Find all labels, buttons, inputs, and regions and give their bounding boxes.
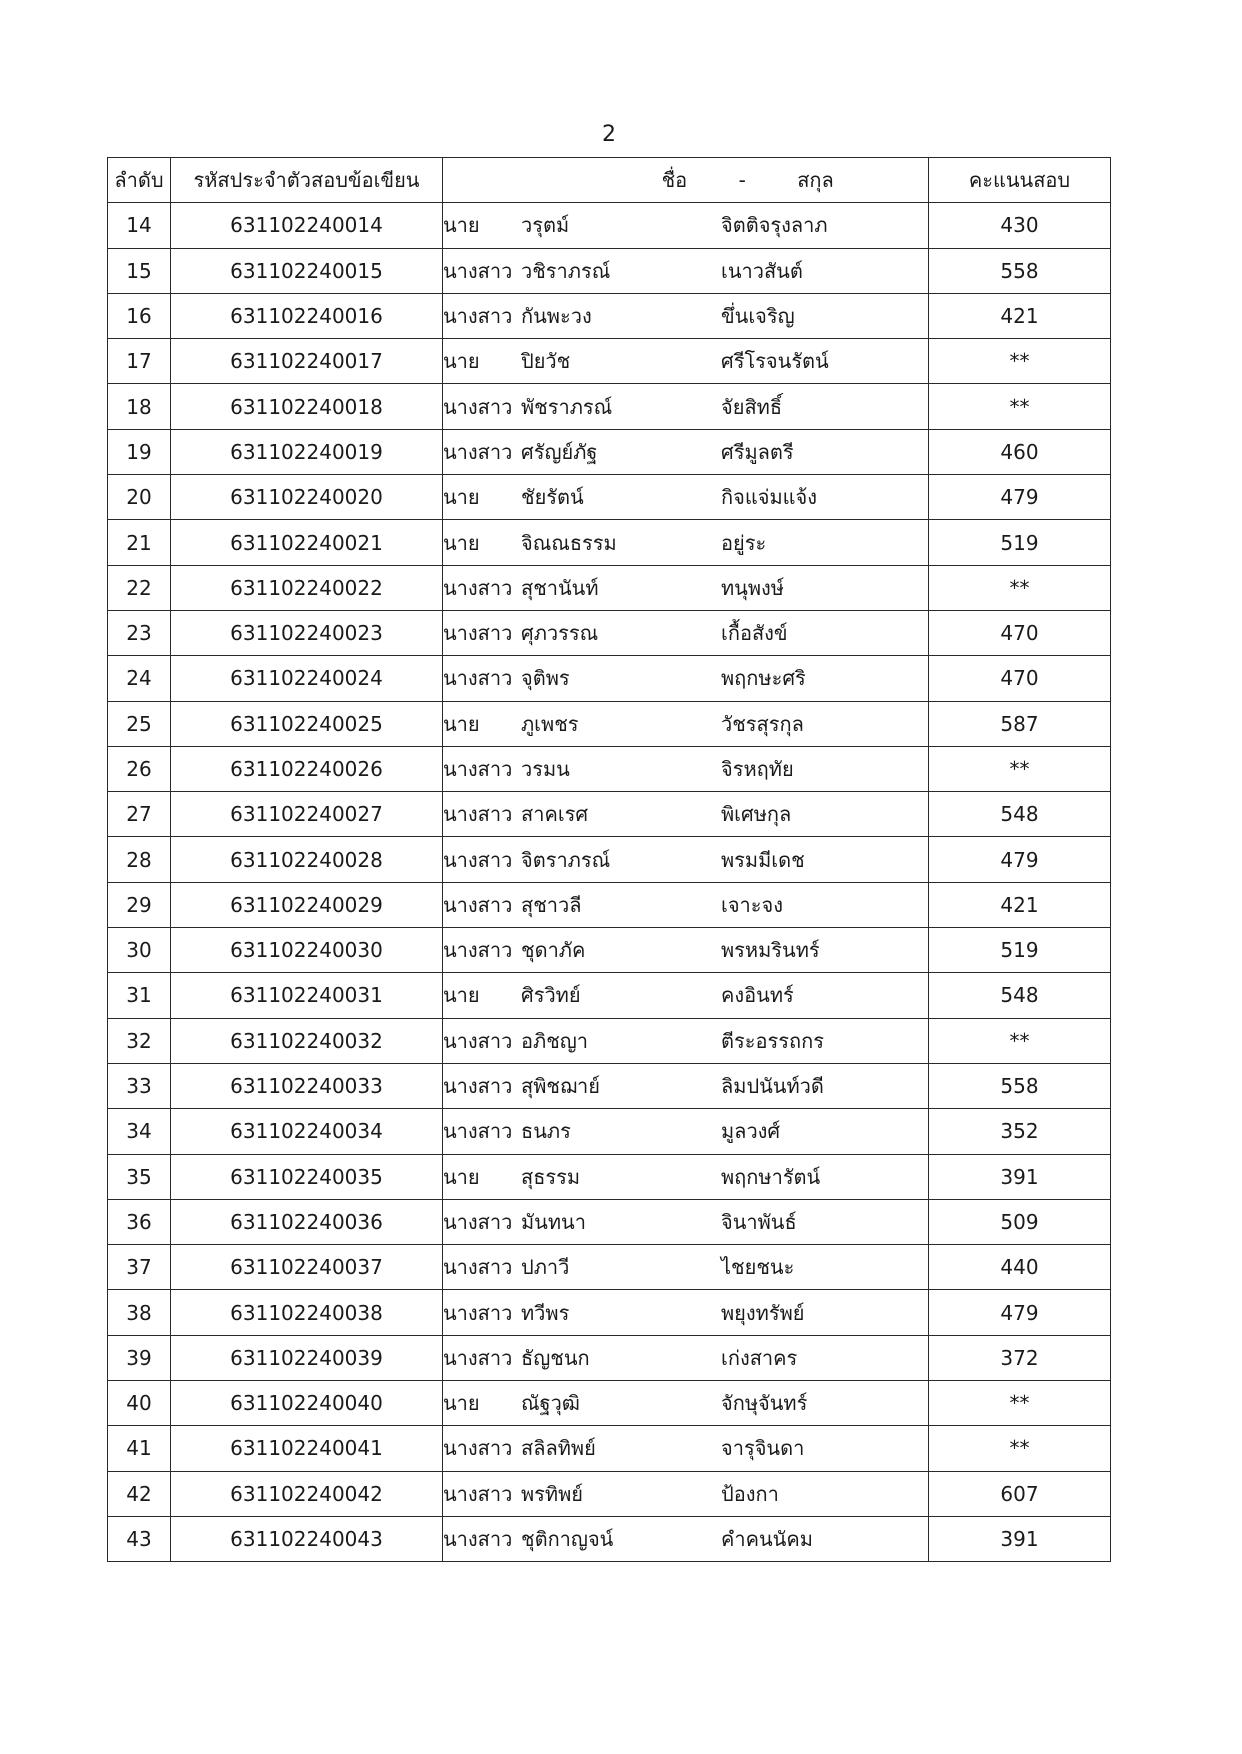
row-name bbox=[443, 1381, 929, 1426]
row-exam-code: 631102240029 bbox=[171, 882, 443, 927]
header-index: ลำดับ bbox=[108, 158, 171, 203]
row-exam-code: 631102240030 bbox=[171, 928, 443, 973]
row-first-name: วรมน bbox=[521, 757, 570, 781]
row-title: นางสาว bbox=[443, 575, 513, 600]
row-name bbox=[443, 475, 929, 520]
row-score: 372 bbox=[929, 1335, 1111, 1380]
table-row bbox=[108, 882, 1111, 927]
row-title: นางสาว bbox=[443, 1255, 513, 1280]
row-name bbox=[443, 656, 929, 701]
table-row bbox=[108, 973, 1111, 1018]
row-last-name: พรหมรินทร์ bbox=[721, 938, 820, 963]
row-last-name: จารุจินดา bbox=[721, 1436, 805, 1461]
row-first-name: ทวีพร bbox=[521, 1300, 570, 1325]
row-score: ** bbox=[929, 1381, 1111, 1426]
row-exam-code: 631102240017 bbox=[171, 339, 443, 384]
row-name bbox=[443, 1199, 929, 1244]
row-last-name: ขึ่นเจริญ bbox=[721, 304, 795, 329]
row-title: นาย bbox=[443, 485, 480, 510]
table-row bbox=[108, 1154, 1111, 1199]
row-first-name: วรุตม์ bbox=[521, 213, 570, 238]
table-row bbox=[108, 1018, 1111, 1063]
row-exam-code: 631102240039 bbox=[171, 1335, 443, 1380]
row-name bbox=[443, 1018, 929, 1063]
row-index: 20 bbox=[108, 475, 171, 520]
table-row bbox=[108, 928, 1111, 973]
row-first-name: ศุภวรรณ bbox=[521, 621, 599, 646]
row-first-name: ปิยวัช bbox=[521, 349, 571, 374]
row-index: 14 bbox=[108, 203, 171, 248]
table-row bbox=[108, 293, 1111, 338]
row-exam-code: 631102240025 bbox=[171, 701, 443, 746]
row-last-name: เจาะจง bbox=[721, 892, 784, 917]
row-index: 41 bbox=[108, 1426, 171, 1471]
row-name bbox=[443, 565, 929, 610]
table-row bbox=[108, 746, 1111, 791]
row-score: 391 bbox=[929, 1516, 1111, 1561]
row-title: นาย bbox=[443, 711, 480, 736]
table-row bbox=[108, 565, 1111, 610]
row-first-name: สุชาวลี bbox=[521, 892, 582, 917]
row-index: 29 bbox=[108, 882, 171, 927]
table-row bbox=[108, 384, 1111, 429]
table-row bbox=[108, 1471, 1111, 1516]
table-row bbox=[108, 429, 1111, 474]
row-last-name: ทนุพงษ์ bbox=[721, 575, 784, 600]
row-index: 39 bbox=[108, 1335, 171, 1380]
table-row bbox=[108, 1109, 1111, 1154]
row-exam-code: 631102240031 bbox=[171, 973, 443, 1018]
table-row bbox=[108, 1381, 1111, 1426]
row-title: นางสาว bbox=[443, 1481, 513, 1506]
row-exam-code: 631102240015 bbox=[171, 248, 443, 293]
row-name bbox=[443, 520, 929, 565]
row-first-name: ชัยรัตน์ bbox=[521, 485, 584, 510]
row-title: นางสาว bbox=[443, 1028, 513, 1053]
page-number: 2 bbox=[602, 122, 616, 147]
row-index: 17 bbox=[108, 339, 171, 384]
row-score: 352 bbox=[929, 1109, 1111, 1154]
header-score: คะแนนสอบ bbox=[929, 158, 1111, 203]
row-last-name: จิตติจรุงลาภ bbox=[721, 213, 828, 238]
row-index: 27 bbox=[108, 792, 171, 837]
row-first-name: จิณณธรรม bbox=[521, 530, 617, 555]
row-first-name: ชุดาภัค bbox=[521, 938, 586, 963]
row-title: นาย bbox=[443, 1164, 480, 1189]
row-exam-code: 631102240037 bbox=[171, 1245, 443, 1290]
row-title: นางสาว bbox=[443, 621, 513, 646]
row-last-name: วัชรสุรกุล bbox=[721, 711, 804, 736]
row-name bbox=[443, 203, 929, 248]
row-first-name: สุชานันท์ bbox=[521, 575, 599, 600]
table-header-row bbox=[108, 158, 1111, 203]
row-last-name: กิจแจ่มแจ้ง bbox=[721, 485, 817, 510]
row-exam-code: 631102240018 bbox=[171, 384, 443, 429]
row-score: 479 bbox=[929, 475, 1111, 520]
row-title: นาย bbox=[443, 213, 480, 238]
row-score: 391 bbox=[929, 1154, 1111, 1199]
row-index: 22 bbox=[108, 565, 171, 610]
row-index: 30 bbox=[108, 928, 171, 973]
row-exam-code: 631102240026 bbox=[171, 746, 443, 791]
header-name bbox=[443, 158, 929, 203]
row-first-name: พัชราภรณ์ bbox=[521, 394, 613, 419]
row-title: นางสาว bbox=[443, 1527, 513, 1552]
row-first-name: ชุติกาญจน์ bbox=[521, 1527, 614, 1552]
row-exam-code: 631102240033 bbox=[171, 1063, 443, 1108]
row-title: นางสาว bbox=[443, 666, 513, 691]
row-index: 37 bbox=[108, 1245, 171, 1290]
row-exam-code: 631102240040 bbox=[171, 1381, 443, 1426]
row-index: 40 bbox=[108, 1381, 171, 1426]
row-title: นางสาว bbox=[443, 439, 513, 464]
row-title: นางสาว bbox=[443, 757, 513, 781]
row-title: นางสาว bbox=[443, 938, 513, 963]
row-score: 558 bbox=[929, 1063, 1111, 1108]
table-row bbox=[108, 475, 1111, 520]
row-score: 587 bbox=[929, 701, 1111, 746]
row-name bbox=[443, 1426, 929, 1471]
row-name bbox=[443, 339, 929, 384]
row-name bbox=[443, 1516, 929, 1561]
row-exam-code: 631102240043 bbox=[171, 1516, 443, 1561]
row-score: 421 bbox=[929, 882, 1111, 927]
row-first-name: พรทิพย์ bbox=[521, 1481, 584, 1506]
row-first-name: อภิชญา bbox=[521, 1028, 589, 1053]
row-last-name: จินาพันธ์ bbox=[721, 1209, 797, 1234]
row-title: นางสาว bbox=[443, 802, 513, 827]
row-name bbox=[443, 837, 929, 882]
table-row bbox=[108, 792, 1111, 837]
row-exam-code: 631102240036 bbox=[171, 1199, 443, 1244]
row-exam-code: 631102240014 bbox=[171, 203, 443, 248]
header-first-name: ชื่อ bbox=[661, 168, 688, 193]
row-first-name: สลิลทิพย์ bbox=[521, 1436, 596, 1461]
table-row bbox=[108, 1199, 1111, 1244]
row-exam-code: 631102240023 bbox=[171, 610, 443, 655]
row-exam-code: 631102240032 bbox=[171, 1018, 443, 1063]
row-first-name: จุติพร bbox=[521, 666, 570, 691]
row-title: นางสาว bbox=[443, 847, 513, 872]
row-index: 28 bbox=[108, 837, 171, 882]
row-exam-code: 631102240027 bbox=[171, 792, 443, 837]
row-index: 32 bbox=[108, 1018, 171, 1063]
row-last-name: เกื้อสังข์ bbox=[721, 621, 788, 646]
table-row bbox=[108, 203, 1111, 248]
row-first-name: ปภาวี bbox=[521, 1255, 570, 1280]
row-title: นางสาว bbox=[443, 892, 513, 917]
row-first-name: ธนภร bbox=[521, 1119, 571, 1144]
row-last-name: อยู่ระ bbox=[721, 530, 767, 555]
row-title: นางสาว bbox=[443, 1300, 513, 1325]
row-name bbox=[443, 610, 929, 655]
row-title: นางสาว bbox=[443, 258, 513, 283]
row-score: ** bbox=[929, 384, 1111, 429]
row-first-name: วชิราภรณ์ bbox=[521, 258, 611, 283]
table-row bbox=[108, 1290, 1111, 1335]
row-index: 21 bbox=[108, 520, 171, 565]
row-exam-code: 631102240042 bbox=[171, 1471, 443, 1516]
row-score: 470 bbox=[929, 656, 1111, 701]
row-last-name: จักษุจันทร์ bbox=[721, 1391, 808, 1416]
row-index: 43 bbox=[108, 1516, 171, 1561]
row-exam-code: 631102240021 bbox=[171, 520, 443, 565]
table-row bbox=[108, 1426, 1111, 1471]
row-last-name: ป้องกา bbox=[721, 1481, 779, 1506]
row-first-name: มันทนา bbox=[521, 1209, 586, 1234]
row-index: 23 bbox=[108, 610, 171, 655]
row-last-name: ตีระอรรถกร bbox=[721, 1028, 824, 1053]
row-index: 24 bbox=[108, 656, 171, 701]
row-name bbox=[443, 1109, 929, 1154]
row-index: 16 bbox=[108, 293, 171, 338]
row-last-name: คำคนนัคม bbox=[721, 1527, 813, 1552]
header-code: รหัสประจำตัวสอบข้อเขียน bbox=[171, 158, 443, 203]
row-index: 19 bbox=[108, 429, 171, 474]
row-index: 42 bbox=[108, 1471, 171, 1516]
row-name bbox=[443, 1335, 929, 1380]
row-name bbox=[443, 1245, 929, 1290]
row-last-name: เนาวสันต์ bbox=[721, 258, 803, 283]
row-name bbox=[443, 429, 929, 474]
row-score: 479 bbox=[929, 1290, 1111, 1335]
row-title: นางสาว bbox=[443, 1345, 513, 1370]
row-first-name: ณัฐวุฒิ bbox=[521, 1391, 580, 1416]
table-row bbox=[108, 1063, 1111, 1108]
row-name bbox=[443, 746, 929, 791]
row-name bbox=[443, 384, 929, 429]
row-name bbox=[443, 248, 929, 293]
row-first-name: ศรัญย์ภัฐ bbox=[521, 439, 598, 464]
row-score: 460 bbox=[929, 429, 1111, 474]
row-score: 440 bbox=[929, 1245, 1111, 1290]
row-name bbox=[443, 928, 929, 973]
row-name bbox=[443, 1063, 929, 1108]
row-score: 548 bbox=[929, 792, 1111, 837]
header-dash: - bbox=[738, 168, 746, 193]
row-exam-code: 631102240022 bbox=[171, 565, 443, 610]
row-name bbox=[443, 1154, 929, 1199]
table-row bbox=[108, 1245, 1111, 1290]
row-first-name: ศิรวิทย์ bbox=[521, 983, 581, 1008]
row-index: 18 bbox=[108, 384, 171, 429]
row-score: ** bbox=[929, 565, 1111, 610]
row-title: นางสาว bbox=[443, 394, 513, 419]
row-name bbox=[443, 973, 929, 1018]
table-row bbox=[108, 610, 1111, 655]
row-last-name: พฤกษารัตน์ bbox=[721, 1164, 821, 1189]
row-name bbox=[443, 882, 929, 927]
row-score: 548 bbox=[929, 973, 1111, 1018]
row-index: 38 bbox=[108, 1290, 171, 1335]
score-table bbox=[107, 157, 1111, 1562]
row-last-name: ศรีโรจนรัตน์ bbox=[721, 349, 829, 374]
row-score: ** bbox=[929, 746, 1111, 791]
row-score: ** bbox=[929, 1426, 1111, 1471]
row-name bbox=[443, 792, 929, 837]
row-first-name: สุพิชฌาย์ bbox=[521, 1074, 601, 1099]
row-name bbox=[443, 1290, 929, 1335]
row-index: 33 bbox=[108, 1063, 171, 1108]
row-score: 430 bbox=[929, 203, 1111, 248]
row-exam-code: 631102240035 bbox=[171, 1154, 443, 1199]
row-first-name: ธัญชนก bbox=[521, 1345, 590, 1370]
row-name bbox=[443, 293, 929, 338]
row-title: นางสาว bbox=[443, 1074, 513, 1099]
row-title: นางสาว bbox=[443, 1436, 513, 1461]
row-title: นาย bbox=[443, 349, 480, 374]
table-row bbox=[108, 1516, 1111, 1561]
row-title: นาย bbox=[443, 983, 480, 1008]
row-index: 36 bbox=[108, 1199, 171, 1244]
row-title: นางสาว bbox=[443, 304, 513, 329]
table-row bbox=[108, 701, 1111, 746]
row-score: 470 bbox=[929, 610, 1111, 655]
row-first-name: กันพะวง bbox=[521, 304, 592, 329]
row-score: 519 bbox=[929, 928, 1111, 973]
header-last-name: สกุล bbox=[797, 168, 834, 193]
row-last-name: ไชยชนะ bbox=[721, 1255, 795, 1280]
row-index: 26 bbox=[108, 746, 171, 791]
row-score: ** bbox=[929, 339, 1111, 384]
table-row bbox=[108, 837, 1111, 882]
table-row bbox=[108, 248, 1111, 293]
row-last-name: จัยสิทธิ์ bbox=[721, 394, 783, 419]
row-score: ** bbox=[929, 1018, 1111, 1063]
row-exam-code: 631102240024 bbox=[171, 656, 443, 701]
row-index: 34 bbox=[108, 1109, 171, 1154]
row-score: 509 bbox=[929, 1199, 1111, 1244]
table-row bbox=[108, 656, 1111, 701]
row-score: 607 bbox=[929, 1471, 1111, 1516]
row-last-name: พยุงทรัพย์ bbox=[721, 1300, 805, 1325]
row-last-name: คงอินทร์ bbox=[721, 983, 794, 1008]
row-title: นางสาว bbox=[443, 1209, 513, 1234]
row-score: 421 bbox=[929, 293, 1111, 338]
row-title: นาย bbox=[443, 1391, 480, 1416]
row-first-name: จิตราภรณ์ bbox=[521, 847, 611, 872]
row-score: 479 bbox=[929, 837, 1111, 882]
row-first-name: สุธรรม bbox=[521, 1164, 581, 1189]
row-name bbox=[443, 701, 929, 746]
row-name bbox=[443, 1471, 929, 1516]
row-exam-code: 631102240020 bbox=[171, 475, 443, 520]
row-exam-code: 631102240041 bbox=[171, 1426, 443, 1471]
row-last-name: พฤกษะศริ bbox=[721, 666, 806, 691]
row-last-name: ลิมปนันท์วดี bbox=[721, 1074, 824, 1099]
row-score: 558 bbox=[929, 248, 1111, 293]
row-title: นาย bbox=[443, 530, 480, 555]
row-exam-code: 631102240038 bbox=[171, 1290, 443, 1335]
row-exam-code: 631102240028 bbox=[171, 837, 443, 882]
row-index: 35 bbox=[108, 1154, 171, 1199]
row-title: นางสาว bbox=[443, 1119, 513, 1144]
row-last-name: พิเศษกุล bbox=[721, 802, 792, 827]
row-exam-code: 631102240016 bbox=[171, 293, 443, 338]
table-row bbox=[108, 520, 1111, 565]
table-row bbox=[108, 1335, 1111, 1380]
row-exam-code: 631102240034 bbox=[171, 1109, 443, 1154]
row-last-name: ศรีมูลตรี bbox=[721, 439, 794, 464]
row-first-name: สาคเรศ bbox=[521, 802, 589, 827]
row-index: 15 bbox=[108, 248, 171, 293]
row-score: 519 bbox=[929, 520, 1111, 565]
row-exam-code: 631102240019 bbox=[171, 429, 443, 474]
row-index: 31 bbox=[108, 973, 171, 1018]
row-last-name: เก่งสาคร bbox=[721, 1345, 798, 1370]
row-last-name: พรมมีเดช bbox=[721, 847, 805, 872]
row-last-name: จิรหฤทัย bbox=[721, 757, 794, 781]
row-first-name: ภูเพชร bbox=[521, 711, 579, 736]
row-index: 25 bbox=[108, 701, 171, 746]
table-row bbox=[108, 339, 1111, 384]
table-body bbox=[108, 203, 1111, 1562]
row-last-name: มูลวงศ์ bbox=[721, 1119, 781, 1144]
